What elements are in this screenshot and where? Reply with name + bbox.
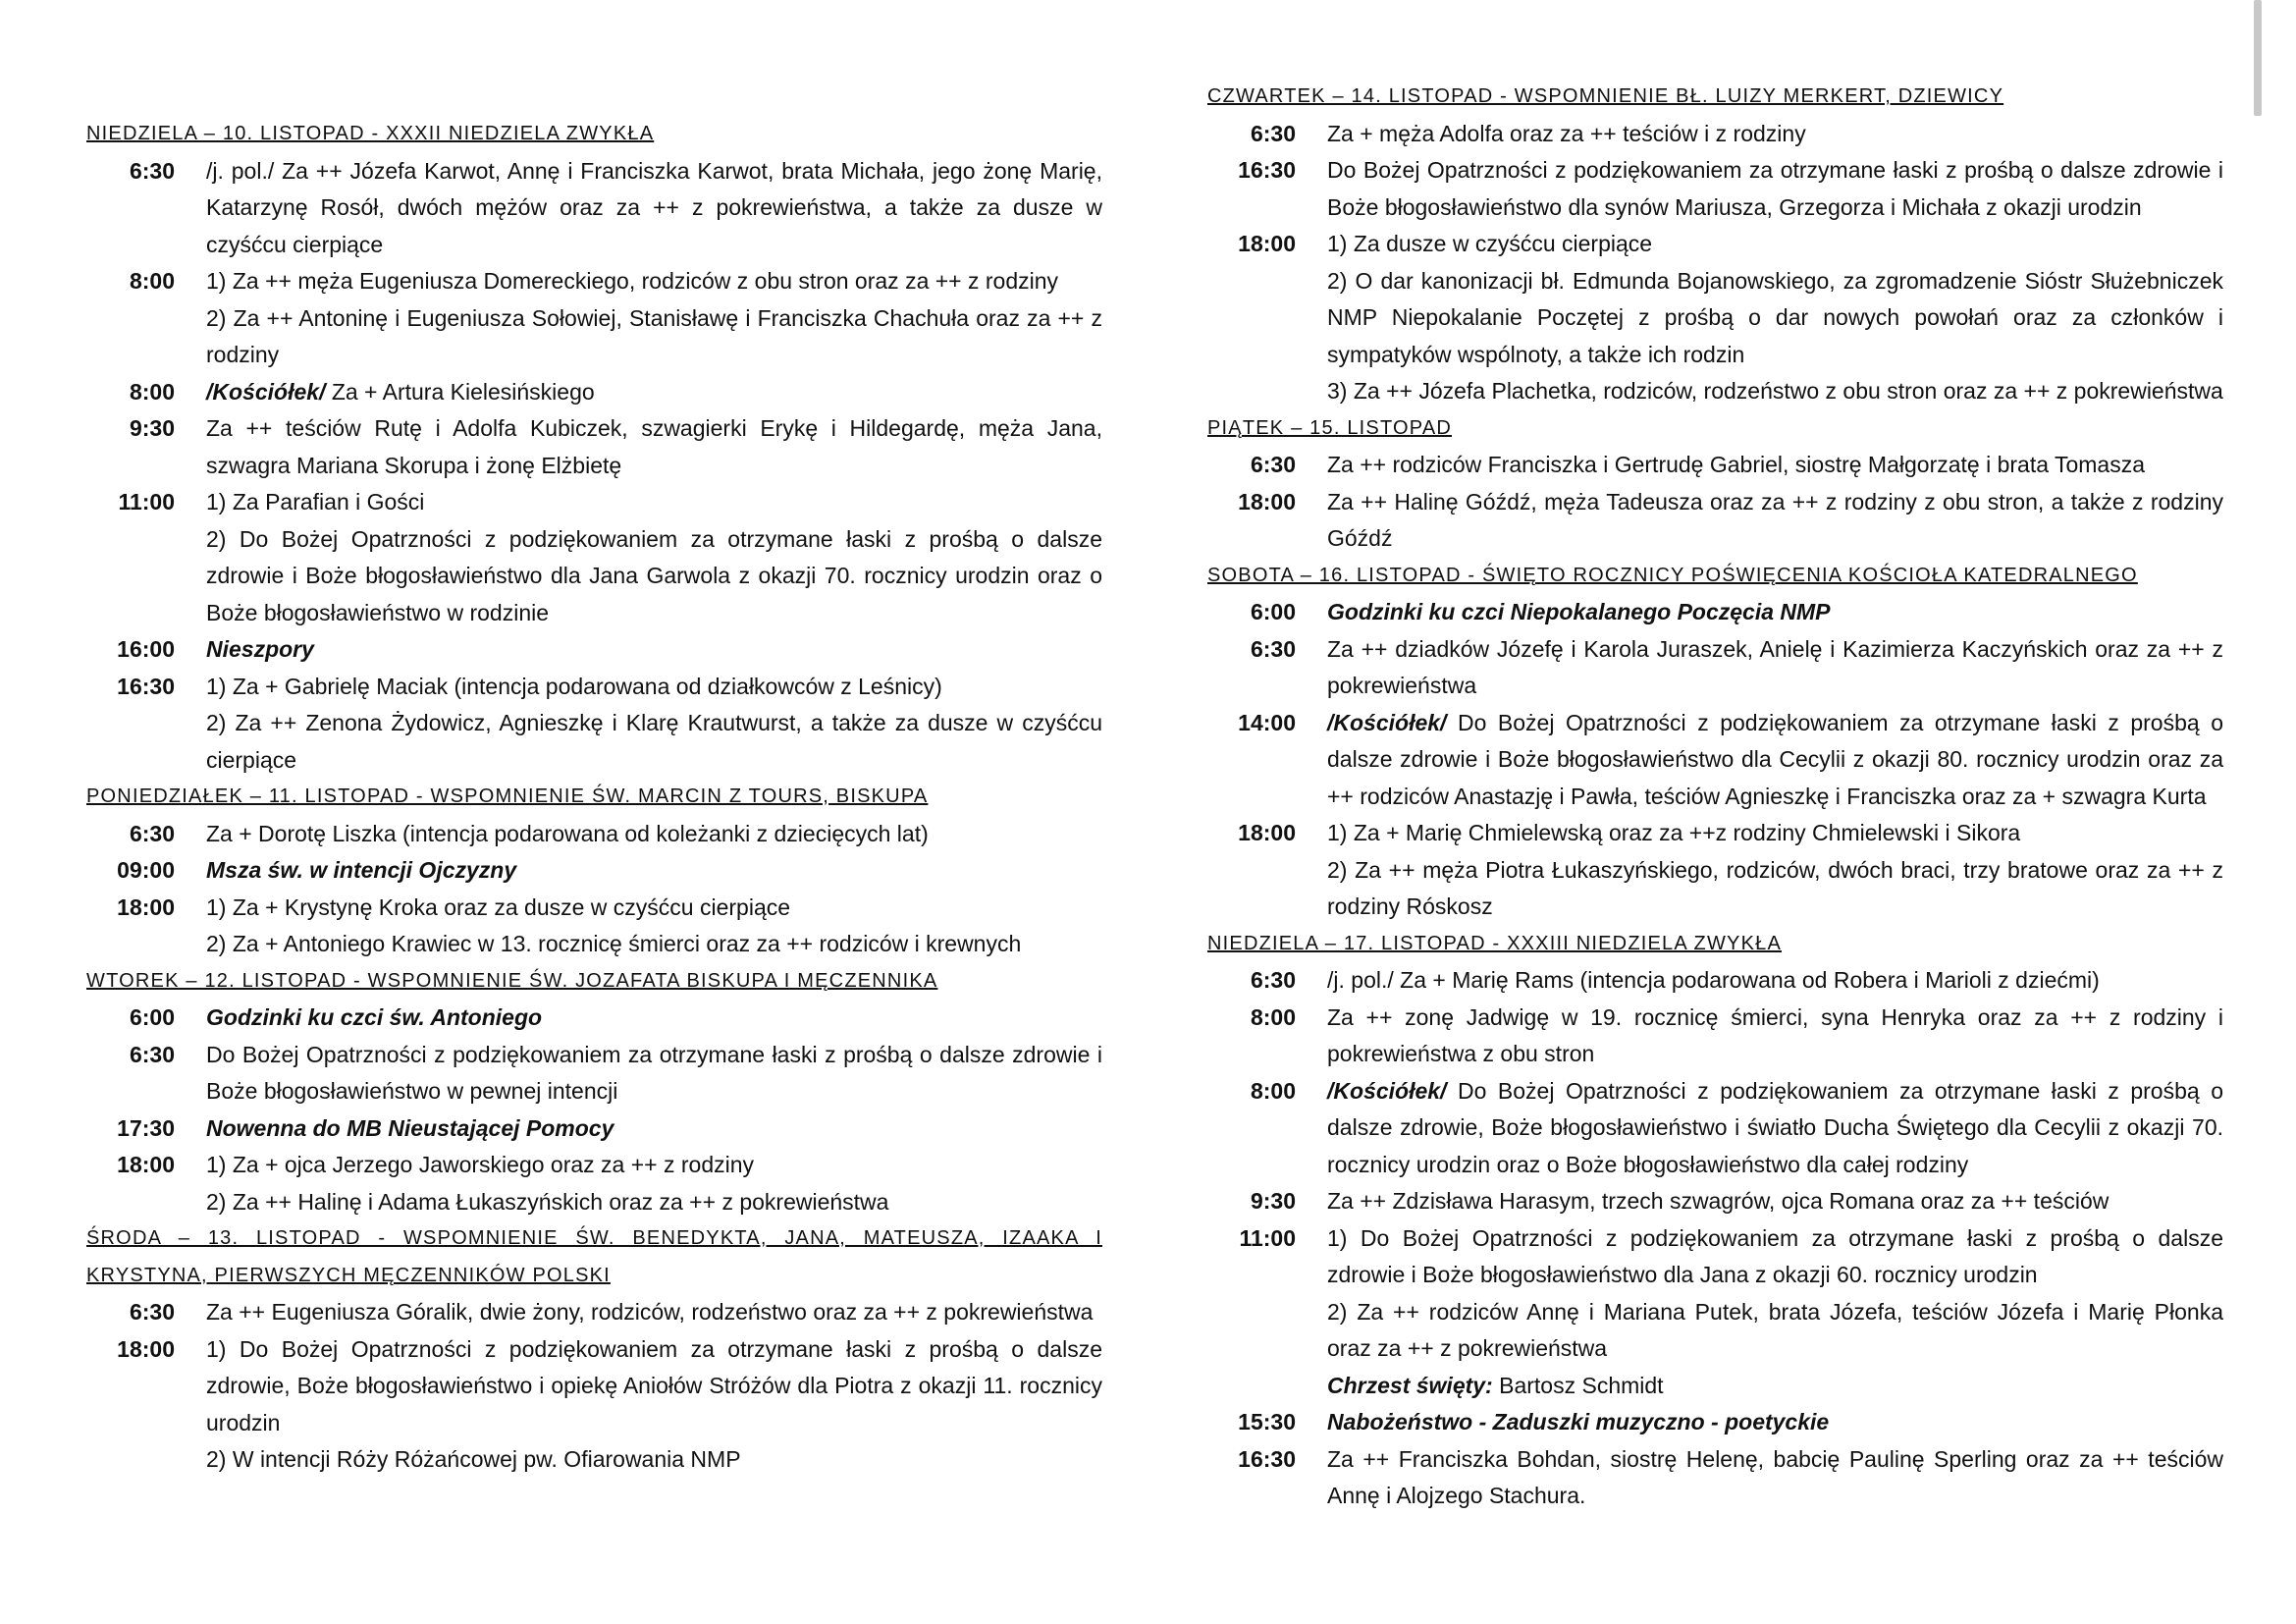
intention-text: [206, 153, 1102, 264]
intention-label: /Kościółek/: [206, 378, 326, 405]
mass-time: 11:00: [118, 489, 175, 514]
intention-text: [206, 263, 1102, 300]
intention-text: [1327, 447, 2223, 484]
intention-text: [1327, 1441, 2223, 1515]
mass-time: 18:00: [117, 1152, 175, 1177]
intention-body: Do Bożej Opatrzności z podziękowaniem za otrzymane łaski z prośbą o dalsze zdrowie i Boże błogosławieństwo dla synów Mariusza, Grzegorza i Michała z okazji urodzin: [1327, 157, 2223, 220]
right-column: [1207, 79, 2223, 1515]
intention-body: 2) O dar kanonizacji bł. Edmunda Bojanowskiego, za zgromadzenie Sióstr Służebniczek NMP Niepokalanie Poczętej z prośbą o dar nowych powołań oraz za członków i sympatyków wspólnoty, a także ich rodzin: [1327, 267, 2223, 367]
mass-time: 18:00: [117, 1335, 175, 1362]
intention-body: /j. pol./ Za + Marię Rams (intencja podarowana od Robera i Marioli z dziećmi): [1327, 967, 2100, 993]
intention-label: /Kościółek/: [1327, 709, 1447, 735]
mass-entry: [1207, 447, 2223, 484]
intention-body: 2) Za ++ Antoninę i Eugeniusza Sołowiej, Stanisławę i Franciszka Chachuła oraz za ++ z rodziny: [206, 304, 1102, 367]
mass-time: 18:00: [1238, 231, 1296, 256]
intention-text: [1327, 1000, 2223, 1073]
mass-entry: [1207, 1404, 2223, 1441]
mass-entry: [1207, 1220, 2223, 1405]
intention-text: [1327, 1220, 2223, 1294]
mass-entry: [86, 1000, 1102, 1037]
intention-body: 2) Do Bożej Opatrzności z podziękowaniem za otrzymane łaski z prośbą o dalsze zdrowie i Boże błogosławieństwo dla Jana Garwola z okazji 70. rocznicy urodzin oraz o Boże błogosławieństwo w rodzinie: [206, 525, 1102, 625]
day-header: NIEDZIELA – 10. LISTOPAD - XXXII NIEDZIELA ZWYKŁA: [86, 123, 655, 144]
intention-body: Za ++ Franciszka Bohdan, siostrę Helenę, babcię Paulinę Sperling oraz za ++ teściów Annę i Alojzego Stachura.: [1327, 1445, 2223, 1508]
mass-time: 8:00: [129, 378, 175, 405]
intention-body: 1) Do Bożej Opatrzności z podziękowaniem za otrzymane łaski z prośbą o dalsze zdrowie i Boże błogosławieństwo dla Jana z okazji 60. rocznicy urodzin: [1327, 1224, 2223, 1287]
intention-body: Bartosz Schmidt: [1492, 1372, 1664, 1398]
intention-body: 1) Do Bożej Opatrzności z podziękowaniem za otrzymane łaski z prośbą o dalsze zdrowie, Boże błogosławieństwo i opiekę Aniołów Stróżów dla Piotra z okazji 11. rocznicy urodzin: [206, 1335, 1102, 1435]
mass-entry: [1207, 116, 2223, 153]
mass-time: 6:30: [1250, 967, 1296, 993]
intention-text: Msza św. w intencji Ojczyzny: [206, 857, 517, 883]
intention-body: Za ++ zonę Jadwigę w 19. rocznicę śmierci, syna Henryka oraz za ++ z rodziny i pokrewieństwa z obu stron: [1327, 1003, 2223, 1066]
intention-text: [1327, 631, 2223, 705]
intention-text: [206, 1147, 1102, 1184]
day-header: PIĄTEK – 15. LISTOPAD: [1207, 416, 1452, 439]
intention-text: [206, 300, 1102, 374]
day-header: ŚRODA – 13. LISTOPAD - WSPOMNIENIE ŚW. BENEDYKTA, JANA, MATEUSZA, IZAAKA I KRYSTYNA, PIERWSZYCH MĘCZENNIKÓW POLSKI: [86, 1227, 1102, 1286]
mass-time: 16:30: [117, 673, 175, 699]
intention-body: Za + Dorotę Liszka (intencja podarowana od koleżanki z dziecięcych lat): [206, 820, 929, 846]
intention-body: 2) W intencji Róży Różańcowej pw. Ofiarowania NMP: [206, 1446, 741, 1472]
intention-text: [206, 1441, 1102, 1479]
mass-time: 8:00: [1250, 1077, 1296, 1104]
mass-time: 6:30: [1250, 635, 1296, 662]
mass-entry: [86, 1037, 1102, 1110]
mass-entry: [86, 1110, 1102, 1148]
intention-text: [206, 1294, 1102, 1331]
mass-time: 16:30: [1238, 1445, 1296, 1472]
intention-text: [206, 926, 1102, 963]
mass-time: 9:30: [1250, 1188, 1296, 1214]
day-header: CZWARTEK – 14. LISTOPAD - WSPOMNIENIE BŁ. LUIZY MERKERT, DZIEWICY: [1207, 85, 2004, 107]
mass-time: 6:00: [129, 1004, 175, 1030]
mass-time: 16:00: [117, 636, 175, 662]
mass-time: 6:30: [129, 820, 175, 846]
intention-body: 2) Za ++ Zenona Żydowicz, Agnieszkę i Klarę Krautwurst, a także za dusze w czyśćcu cierpiące: [206, 710, 1102, 773]
intention-body: 1) Za dusze w czyśćcu cierpiące: [1327, 231, 1653, 256]
left-column: [86, 116, 1102, 1479]
mass-entry: [1207, 226, 2223, 410]
mass-entry: [86, 484, 1102, 631]
mass-time: 18:00: [1238, 488, 1296, 514]
mass-time: 6:00: [1250, 599, 1296, 624]
intention-text: [206, 1037, 1102, 1110]
mass-entry: [1207, 484, 2223, 558]
day-header: WTOREK – 12. LISTOPAD - WSPOMNIENIE ŚW. JOZAFATA BISKUPA I MĘCZENNIKA: [86, 969, 938, 992]
intention-body: 1) Za Parafian i Gości: [206, 489, 425, 514]
intention-text: [1327, 263, 2223, 374]
mass-time: 9:30: [129, 415, 175, 441]
intention-body: Do Bożej Opatrzności z podziękowaniem za otrzymane łaski z prośbą o dalsze zdrowie i Boże błogosławieństwo w pewnej intencji: [206, 1041, 1102, 1104]
day-header: NIEDZIELA – 17. LISTOPAD - XXXIII NIEDZIELA ZWYKŁA: [1207, 932, 1782, 954]
day-header: SOBOTA – 16. LISTOPAD - ŚWIĘTO ROCZNICY POŚWIĘCENIA KOŚCIOŁA KATEDRALNEGO: [1207, 564, 2138, 586]
intention-text: [1327, 852, 2223, 926]
intention-body: Za ++ teściów Rutę i Adolfa Kubiczek, szwagierki Erykę i Hildegardę, męża Jana, szwagra Mariana Skorupa i żonę Elżbietę: [206, 415, 1102, 478]
intention-text: [1327, 484, 2223, 558]
mass-entry: [86, 816, 1102, 853]
mass-time: 6:30: [129, 1041, 175, 1067]
intention-text: [1327, 1073, 2223, 1184]
intention-body: Za ++ Zdzisława Harasym, trzech szwagrów, ojca Romana oraz za ++ teściów: [1327, 1188, 2109, 1214]
intention-text: [206, 816, 1102, 853]
mass-entry: [86, 263, 1102, 374]
intention-body: Do Bożej Opatrzności z podziękowaniem za otrzymane łaski z prośbą o dalsze zdrowie i Boże błogosławieństwo dla Cecylii z okazji 80. rocznicy urodzin oraz za ++ rodziców Anastazję i Pawła, teściów Agnieszkę i Franciszka oraz za + szwagra Kurta: [1327, 709, 2223, 809]
intention-body: Za ++ Eugeniusza Góralik, dwie żony, rodziców, rodzeństwo oraz za ++ z pokrewieństwa: [206, 1299, 1094, 1325]
intention-body: 2) Za ++ Halinę i Adama Łukaszyńskich oraz za ++ z pokrewieństwa: [206, 1188, 889, 1215]
intention-text: [1327, 815, 2223, 852]
intention-body: Za ++ Halinę Góźdź, męża Tadeusza oraz za ++ z rodziny z obu stron, a także z rodziny Góźdź: [1327, 488, 2223, 551]
intention-body: 2) Za ++ męża Piotra Łukaszyńskiego, rodziców, dwóch braci, trzy bratowe oraz za ++ z rodziny Róskosz: [1327, 856, 2223, 919]
intention-text: [1327, 152, 2223, 226]
intention-text: Nabożeństwo - Zaduszki muzyczno - poetyckie: [1327, 1409, 1830, 1435]
mass-time: 18:00: [117, 893, 175, 920]
intention-text: [206, 410, 1102, 484]
intention-body: Za + męża Adolfa oraz za ++ teściów i z rodziny: [1327, 120, 1806, 146]
intention-text: [206, 484, 1102, 521]
mass-entry: [1207, 1183, 2223, 1220]
intention-label: /Kościółek/: [1327, 1077, 1447, 1104]
intention-body: Za ++ rodziców Franciszka i Gertrudę Gabriel, siostrę Małgorzatę i brata Tomasza: [1327, 452, 2146, 477]
mass-entry: [86, 631, 1102, 669]
mass-time: 6:30: [1250, 452, 1296, 477]
intention-body: 1) Za + Gabrielę Maciak (intencja podarowana od działkowców z Leśnicy): [206, 673, 942, 699]
intention-text: [206, 669, 1102, 706]
intention-text: [1327, 1368, 2223, 1405]
intention-body: 1) Za ++ męża Eugeniusza Domereckiego, rodziców z obu stron oraz za ++ z rodziny: [206, 268, 1059, 294]
intention-body: 1) Za + Marię Chmielewską oraz za ++z rodziny Chmielewski i Sikora: [1327, 820, 2021, 845]
mass-time: 6:30: [129, 157, 175, 184]
intention-text: Nieszpory: [206, 636, 314, 662]
mass-time: 8:00: [129, 268, 175, 294]
intention-text: [206, 1184, 1102, 1221]
intention-text: [1327, 226, 2223, 263]
mass-entry: [86, 153, 1102, 264]
intention-text: [206, 374, 1102, 411]
intention-text: Godzinki ku czci św. Antoniego: [206, 1004, 543, 1030]
intention-text: [206, 705, 1102, 779]
intention-body: Za + Artura Kielesińskiego: [325, 378, 595, 405]
mass-entry: [86, 852, 1102, 890]
intention-body: /j. pol./ Za ++ Józefa Karwot, Annę i Franciszka Karwot, brata Michała, jego żonę Marię, Katarzynę Rosół, dwóch mężów oraz za ++ z pokrewieństwa, a także za dusze w czyśćcu cierpiące: [206, 157, 1102, 257]
intention-text: Nowenna do MB Nieustającej Pomocy: [206, 1114, 614, 1141]
intention-body: Do Bożej Opatrzności z podziękowaniem za otrzymane łaski z prośbą o dalsze zdrowie, Boże błogosławieństwo i światło Ducha Świętego dla Cecylii z okazji 70. rocznicy urodzin oraz o Boże błogosławieństwo dla całej rodziny: [1327, 1077, 2223, 1177]
mass-entry: [1207, 1000, 2223, 1073]
mass-time: 6:30: [129, 1299, 175, 1325]
intention-text: [1327, 705, 2223, 816]
mass-time: 16:30: [1238, 157, 1296, 183]
mass-entry: [1207, 815, 2223, 926]
mass-entry: [86, 669, 1102, 780]
intention-text: Godzinki ku czci Niepokalanego Poczęcia NMP: [1327, 599, 1831, 624]
mass-time: 8:00: [1250, 1003, 1296, 1030]
intention-text: [1327, 1183, 2223, 1220]
mass-time: 15:30: [1238, 1409, 1296, 1435]
mass-entry: [1207, 705, 2223, 816]
intention-body: 1) Za + ojca Jerzego Jaworskiego oraz za ++ z rodziny: [206, 1152, 755, 1177]
mass-entry: [1207, 1441, 2223, 1515]
day-header: PONIEDZIAŁEK – 11. LISTOPAD - WSPOMNIENIE ŚW. MARCIN Z TOURS, BISKUPA: [86, 785, 929, 807]
mass-time: 6:30: [1250, 120, 1296, 146]
mass-entry: [86, 1147, 1102, 1220]
intention-text: [1327, 116, 2223, 153]
intention-body: Za ++ dziadków Józefę i Karola Juraszek, Anielę i Kazimierza Kaczyńskich oraz za ++ z pokrewieństwa: [1327, 635, 2223, 698]
mass-entry: [1207, 594, 2223, 631]
mass-entry: [1207, 152, 2223, 226]
mass-time: 11:00: [1239, 1224, 1296, 1251]
intention-body: 3) Za ++ Józefa Plachetka, rodziców, rodzeństwo z obu stron oraz za ++ z pokrewieństwa: [1327, 378, 2223, 404]
mass-entry: [1207, 631, 2223, 705]
scrollbar[interactable]: [2254, 0, 2262, 116]
mass-entry: [1207, 1073, 2223, 1184]
intention-label: Chrzest święty:: [1327, 1372, 1493, 1398]
mass-entry: [86, 890, 1102, 963]
intention-text: [1327, 373, 2223, 410]
mass-time: 17:30: [117, 1114, 175, 1141]
mass-entry: [86, 1331, 1102, 1479]
intention-text: [206, 1331, 1102, 1442]
intention-text: [206, 521, 1102, 632]
mass-time: 14:00: [1238, 709, 1296, 735]
intention-body: 2) Za + Antoniego Krawiec w 13. rocznicę śmierci oraz za ++ rodziców i krewnych: [206, 931, 1022, 956]
intention-text: [1327, 1294, 2223, 1368]
intention-text: [1327, 962, 2223, 1000]
mass-time: 09:00: [117, 857, 175, 883]
mass-time: 18:00: [1238, 820, 1296, 845]
intention-body: 2) Za ++ rodziców Annę i Mariana Putek, brata Józefa, teściów Józefa i Marię Płonka oraz za ++ z pokrewieństwa: [1327, 1298, 2223, 1361]
mass-entry: [86, 1294, 1102, 1331]
mass-entry: [86, 410, 1102, 484]
intention-text: [206, 890, 1102, 927]
mass-entry: [1207, 962, 2223, 1000]
mass-entry: [86, 374, 1102, 411]
intention-body: 1) Za + Krystynę Kroka oraz za dusze w czyśćcu cierpiące: [206, 893, 791, 920]
